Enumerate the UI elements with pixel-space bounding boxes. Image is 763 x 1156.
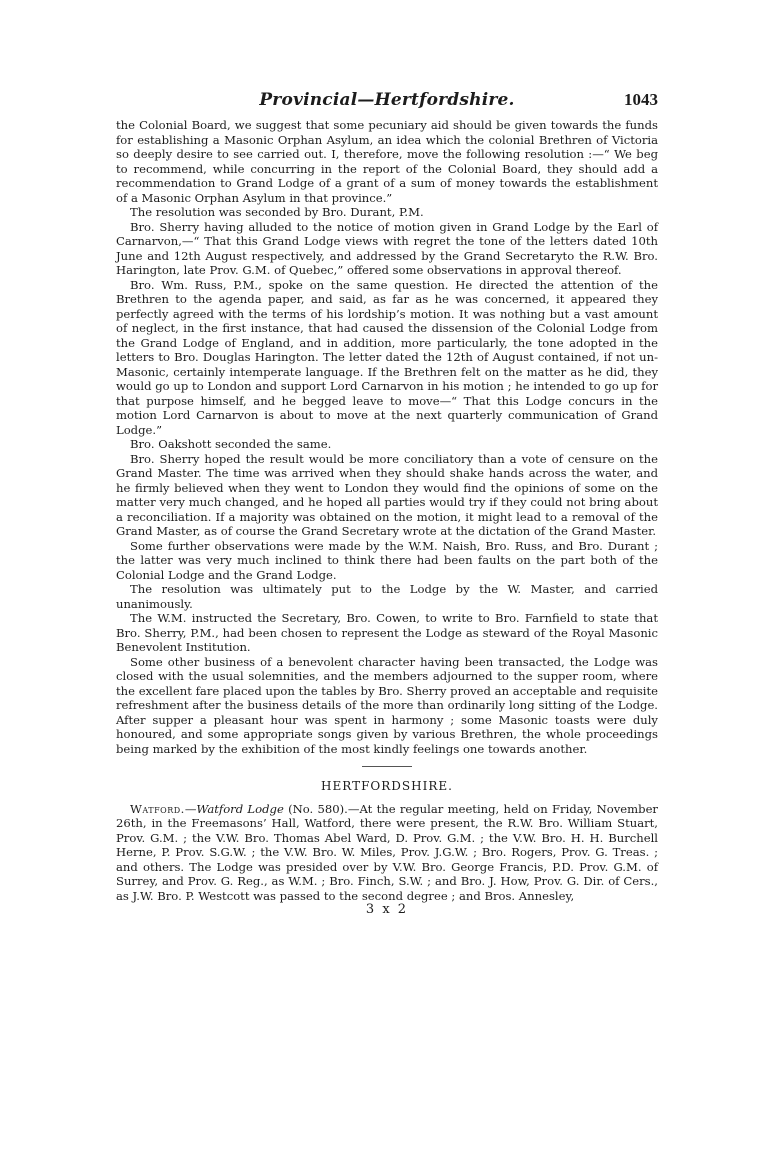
- document-page: [116, 86, 658, 918]
- paragraph: Some further observations were made by the W.M. Naish, Bro. Russ, and Bro. Durant ; the latter was very much inclined to think there had been faults on the part both of the Colonial Lodge and the Grand Lodge.: [116, 538, 658, 582]
- dash: —: [184, 801, 197, 816]
- section-paragraph: [116, 802, 658, 904]
- lodge-place: Watford.: [130, 801, 185, 816]
- section-text: (No. 580).—At the regular meeting, held on Friday, November 26th, in the Freemasons’ Hall, Watford, there were present, the R.W. Bro. William Stuart, Prov. G.M. ; the V.W. Bro. Thomas Abel Ward, D. Prov. G.M. ; the V.W. Bro. H. H. Burchell Herne, P. Prov. S.G.W. ; the V.W. Bro. W. Miles, Prov. J.G.W. ; Bro. Rogers, Prov. G. Treas. ; and others. The Lodge was presided over by V.W. Bro. George Francis, P.D. Prov. G.M. of Surrey, and Prov. G. Reg., as W.M. ; Bro. Finch, S.W. ; and Bro. J. How, Prov. G. Dir. of Cers., as J.W. Bro. P. Westcott was passed to the second degree ; and Bros. Annesley,: [116, 801, 658, 903]
- paragraph: Bro. Oakshott seconded the same.: [130, 437, 332, 451]
- section-divider: [362, 766, 412, 767]
- paragraph: Bro. Sherry having alluded to the notice of motion given in Grand Lodge by the Earl of Carnarvon,—“ That this Grand Lodge views with regret the tone of the letters dated 10th June and 12th August respectively, and addressed by the Grand Secretaryto the R.W. Bro. Harington, late Prov. G.M. of Quebec,” offered some observations in approval thereof.: [116, 219, 658, 277]
- paragraph: the Colonial Board, we suggest that some pecuniary aid should be given towards the funds for establishing a Masonic Orphan Asylum, an idea which the colonial Brethren of Victoria so deeply desire to see carried out. I, therefore, move the following resolution :—“ We beg to recommend, while concurring in the report of the Colonial Board, they should add a recommendation to Grand Lodge of a grant of a sum of money towards the establishment of a Masonic Orphan Asylum in that province.”: [116, 118, 658, 205]
- paragraph: The resolution was ultimately put to the Lodge by the W. Master, and carried unanimously.: [116, 582, 658, 611]
- paragraph: The W.M. instructed the Secretary, Bro. Cowen, to write to Bro. Farnfield to state that Bro. Sherry, P.M., had been chosen to represent the Lodge as steward of the Royal Masonic Benevolent Institution.: [116, 611, 658, 654]
- paragraph: Bro. Sherry hoped the result would be more conciliatory than a vote of censure on the Grand Master. The time was arrived when they should shake hands across the water, and he firmly believed when they went to London they would find the opinions of some on the matter very much changed, and he hoped all parties would try if they could not bring about a reconciliation. If a majority was obtained on the motion, it might lead to a removal of the Grand Master, as of course the Grand Secretary wrote at the dictation of the Grand Master.: [116, 451, 658, 538]
- signature-mark: 3 x 2: [365, 902, 409, 917]
- running-head: [116, 86, 658, 118]
- paragraph: The resolution was seconded by Bro. Durant, P.M.: [130, 205, 424, 219]
- article-body: [116, 118, 658, 918]
- running-title: Provincial—Hertfordshire.: [259, 90, 515, 110]
- paragraph: Some other business of a benevolent character having been transacted, the Lodge was closed with the usual solemnities, and the members adjourned to the supper room, where the excellent fare placed upon the tables by Bro. Sherry proved an acceptable and requisite refreshment after the business details of the more than ordinarily long sitting of the Lodge. After supper a pleasant hour was spent in harmony ; some Masonic toasts were duly honoured, and some appropriate songs given by various Brethren, the whole proceedings being marked by the exhibition of the most kindly feelings one towards another.: [116, 654, 658, 756]
- paragraph: Bro. Wm. Russ, P.M., spoke on the same question. He directed the attention of the Brethren to the agenda paper, and said, as far as he was concerned, it appeared they perfectly agreed with the terms of his lordship’s motion. It was nothing but a vast amount of neglect, in the first instance, that had caused the dissension of the Colonial Lodge from the Grand Lodge of England, and in addition, more particularly, the tone adopted in the letters to Bro. Douglas Harington. The letter dated the 12th of August contained, if not un-Masonic, certainly intemperate language. If the Brethren felt on the matter as he did, they would go up to London and support Lord Carnarvon in his motion ; he intended to go up for that purpose himself, and he begged leave to move—“ That this Lodge concurs in the motion Lord Carnarvon is about to move at the next quarterly communication of Grand Lodge.”: [116, 277, 658, 437]
- page-number: 1043: [624, 90, 658, 109]
- section-heading: HERTFORDSHIRE.: [321, 779, 453, 793]
- lodge-name: Watford Lodge: [196, 801, 284, 816]
